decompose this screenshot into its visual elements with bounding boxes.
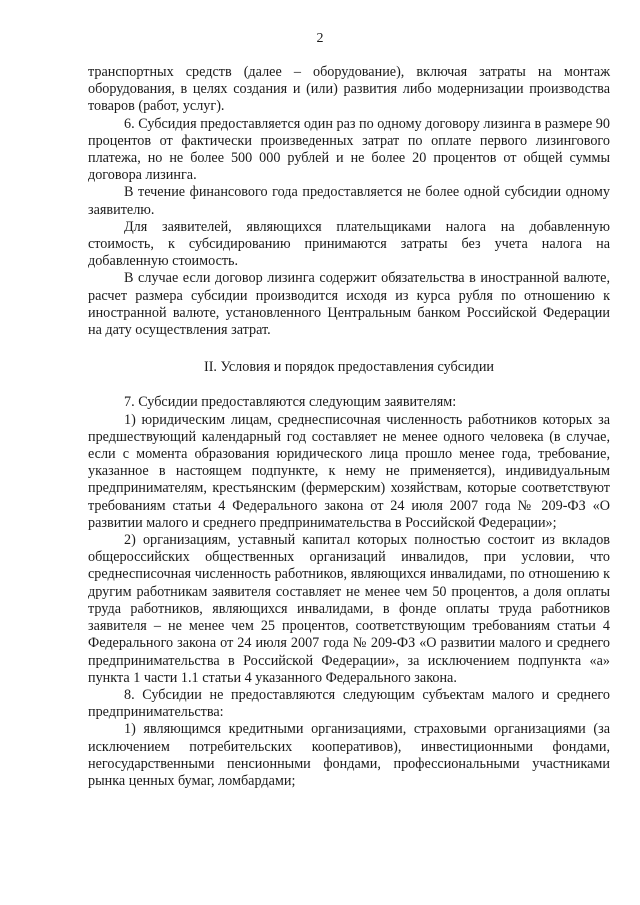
paragraph-continuation: транспортных средств (далее – оборудование), включая затраты на монтаж оборудования, в целях создания и (или) развития либо модернизации производства товаров (работ, услуг). bbox=[88, 64, 610, 115]
paragraph-clause-8-item-1: 1) являющимся кредитными организациями, страховыми организациями (за исключением потребительских кооперативов), инвестиционными фондами, негосударственными пенсионными фондами, профессиональными участниками рынка ценных бумаг, ломбардами; bbox=[88, 721, 610, 789]
paragraph-clause-7-item-2: 2) организациям, уставный капитал которых полностью состоит из вкладов общероссийских общественных организаций инвалидов, при условии, что среднесписочная численность работников, являющихся инвалидами, по отношению к другим работникам заявителя составляет не менее чем 50 процентов, а доля оплаты труда работников, являющихся инвалидами, в фонде оплаты труда работников заявителя – не менее чем 25 процентов, соответствующим требованиям статьи 4 Федерального закона от 24 июля 2007 года № 209-ФЗ «О развитии малого и среднего предпринимательства в Российской Федерации», за исключением подпункта «а» пункта 1 части 1.1 статьи 4 указанного Федерального закона. bbox=[88, 532, 610, 686]
paragraph-clause-8: 8. Субсидии не предоставляются следующим субъектам малого и среднего предпринимательства: bbox=[88, 686, 610, 721]
page-number: 2 bbox=[316, 31, 324, 46]
paragraph-clause-6: 6. Субсидия предоставляется один раз по одному договору лизинга в размере 90 процентов от фактически произведенных затрат по оплате первого лизингового платежа, но не более 500 000 рублей и не более 20 процентов от общей суммы договора лизинга. bbox=[88, 115, 610, 184]
section-heading: II. Условия и порядок предоставления субсидии bbox=[203, 359, 495, 376]
paragraph-foreign-currency: В случае если договор лизинга содержит обязательства в иностранной валюте, расчет размера субсидии производится исходя из курса рубля по отношению к иностранной валюте, установленного Центральным банком Российской Федерации на дату осуществления затрат. bbox=[88, 270, 610, 339]
paragraph-clause-7-item-1: 1) юридическим лицам, среднесписочная численность работников которых за предшествующий календарный год составляет не менее одного человека (в случае, если с момента образования юридического лица прошло менее года, требование, указанное в настоящем подпункте, к нему не применяется), индивидуальным предпринимателям, крестьянским (фермерским) хозяйствам, которые соответствуют требованиям статьи 4 Федерального закона от 24 июля 2007 года № 209-ФЗ «О развитии малого и среднего предпринимательства в Российской Федерации»; bbox=[88, 411, 610, 531]
paragraph-financial-year: В течение финансового года предоставляется не более одной субсидии одному заявителю. bbox=[88, 184, 610, 218]
paragraph-vat: Для заявителей, являющихся плательщиками налога на добавленную стоимость, к субсидированию принимаются затраты без учета налога на добавленную стоимость. bbox=[88, 218, 610, 270]
paragraph-clause-7: 7. Субсидии предоставляются следующим заявителям: bbox=[124, 394, 457, 411]
document-body bbox=[88, 64, 610, 790]
